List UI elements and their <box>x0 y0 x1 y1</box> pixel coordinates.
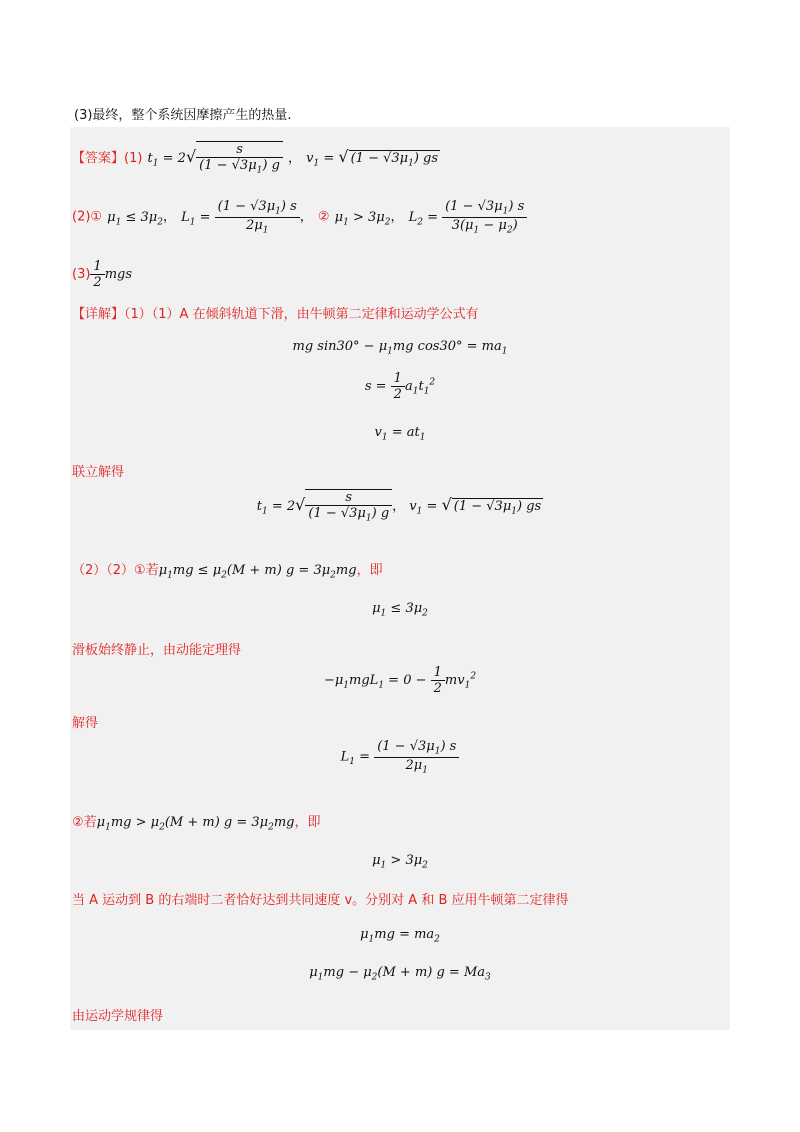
solution-panel <box>70 127 730 1030</box>
detail-kinematics: 由运动学规律得 <box>72 1009 164 1024</box>
case2-suffix: ，即 <box>294 815 321 830</box>
case1-marker: ① <box>90 209 103 225</box>
eq-velocity: $v_1 = at_1$ <box>374 425 426 443</box>
answer-L2-formula: $L_2$ = $\frac{(1 - √3\mu_1) s}{3(\mu_1 - \mu_2)}$ <box>409 210 528 225</box>
answer-t1-formula: $t_1 = 2√$ $\frac{s}{(1 - √3\mu_1) g}$ <box>148 151 283 166</box>
answer-v1-formula: $v_1$ = √ $(1 - √3\mu_1)$ gs <box>306 146 439 169</box>
detail-part1-intro <box>72 303 479 322</box>
answer-part1: 【答案】(1) $t_1 = 2√$ $\frac{s}{(1 - √3\mu_1) g}$ ， $v_1$ = √ $(1 - √3\mu_1)$ gs <box>72 142 439 176</box>
detail-board-still: 滑板始终静止，由动能定理得 <box>72 643 242 658</box>
eq-result-t1-v1: $t_1 = 2√$ $\frac{s}{(1 - √3\mu_1) g}$ ， $v_1$ = √ $(1 - √3\mu_1)$ gs <box>256 490 542 524</box>
eq-newton-A: $\mu_1mg = ma_2$ <box>360 927 440 945</box>
eq-displacement: s = $\frac{1}{2}$ $a_1t_1^2$ <box>364 371 436 402</box>
detail-case2: ②若$\mu_1mg > \mu_2(M + m) g = 3\mu_2mg$，即 <box>72 815 321 833</box>
answer-part2: (2)① $\mu_1 \le 3\mu_2$， $L_1$ = $\frac{(1 - √3\mu_1) s}{2\mu_1}$ ， ② $\mu_1 > 3\mu_2$， $L_2$ = $\frac{(1 - √3\mu_1) s}{3(\mu_1 - \mu_2)}$ <box>72 199 527 235</box>
answer-part3-prefix: (3) <box>72 267 91 282</box>
question-3: (3)最终，整个系统因摩擦产生的热量. <box>74 108 292 123</box>
part2-intro-prefix: （2）（2）①若 <box>72 563 159 578</box>
answer-label: 【答案】 <box>72 150 125 166</box>
detail-part2-intro: （2）（2）①若$\mu_1mg \le \mu_2(M + m) g = 3\mu_2mg$，即 <box>72 563 383 581</box>
detail-common-speed: 当 A 运动到 B 的右端时二者恰好达到共同速度 v。分别对 A 和 B 应用牛顿第二定律得 <box>72 893 569 908</box>
case2-prefix: ②若 <box>72 815 97 830</box>
eq-work-energy: $-\mu_1mgL_1 = 0$ − $\frac{1}{2}$ $mv_1^2$ <box>323 665 477 696</box>
eq-L1: $L_1$ = $\frac{(1 - √3\mu_1) s}{2\mu_1}$ <box>70 739 730 775</box>
answer-part3-value: mgs <box>104 267 133 282</box>
eq-condition-case2: $\mu_1 > 3\mu_2$ <box>372 853 428 871</box>
detail-label: 【详解】 <box>72 307 125 322</box>
detail-solve: 解得 <box>72 716 99 731</box>
detail-solve-joint: 联立解得 <box>72 465 125 480</box>
case2-marker: ② <box>317 209 330 225</box>
part2-intro-suffix: ，即 <box>356 563 383 578</box>
detail-part1-text: （1）（1）A 在倾斜轨道下滑，由牛顿第二定律和运动学公式有 <box>124 307 479 322</box>
eq-newton-incline: mg $\sin 30^\circ - \mu_1mg$ $\cos 30^\circ = ma_1$ <box>292 339 508 357</box>
eq-newton-B: $\mu_1mg - \mu_2(M + m) g = Ma_3$ <box>309 965 491 983</box>
answer-L1-formula: $L_1$ = $\frac{(1 - √3\mu_1) s}{2\mu_1}$ <box>181 210 300 225</box>
eq-condition-case1: $\mu_1 \le 3\mu_2$ <box>372 601 428 619</box>
answer-part1-prefix: (1) <box>124 150 143 166</box>
answer-part3: (3) $\frac{1}{2}$ mgs <box>72 259 133 290</box>
answer-part2-prefix: (2) <box>72 209 91 225</box>
